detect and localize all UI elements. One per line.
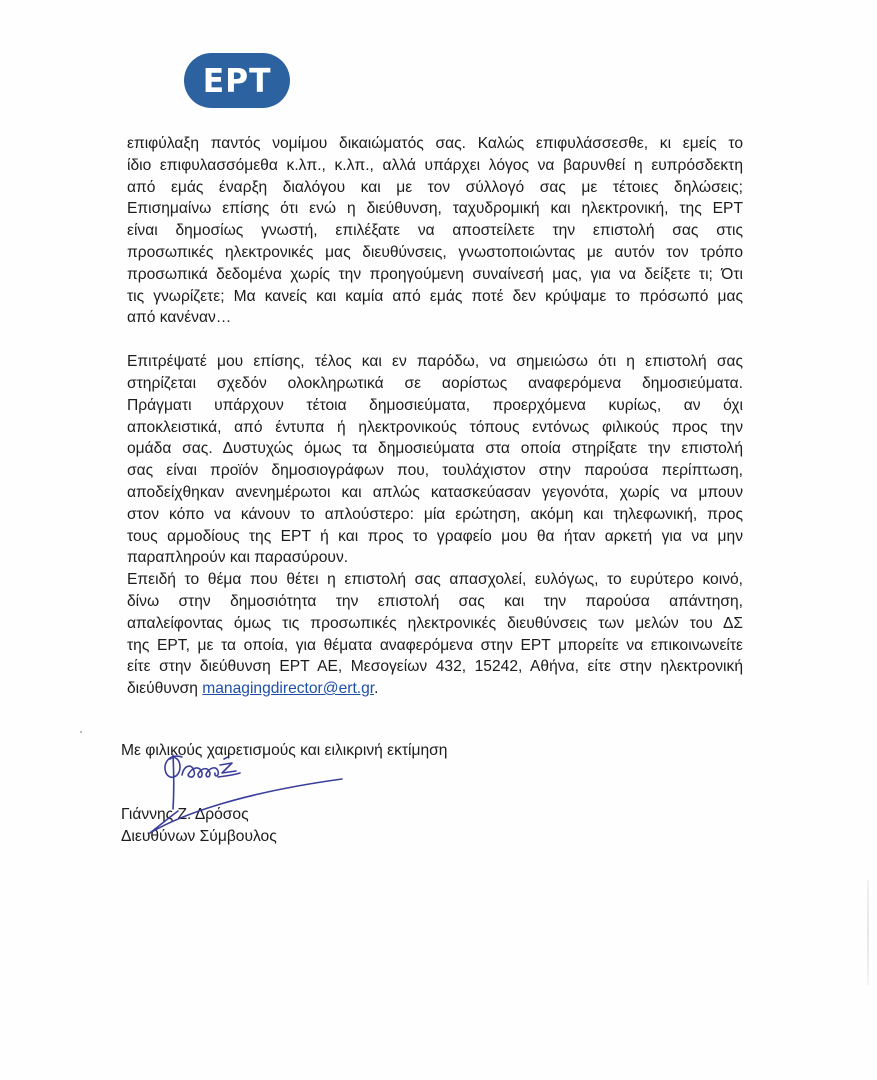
signer-name: Γιάννης Ζ. Δρόσος: [121, 806, 249, 823]
text-line: στον κόπο να κάνουν το απλούστερο: μία ερώτηση, ακόμη και τηλεφωνική, προς: [127, 505, 743, 523]
text-line: Επισημαίνω επίσης ότι ενώ η διεύθυνση, ταχυδρομική και ηλεκτρονική, της ΕΡΤ: [127, 200, 743, 218]
text-line: τους αρμοδίους της ΕΡΤ ή και προς το γραφείο μου θα ήταν αρκετή για να μην: [127, 527, 743, 545]
text-line: ομάδα σας. Δυστυχώς όμως τα δημοσιεύματα στα οποία στηρίξατε την επιστολή: [127, 440, 743, 458]
text-line: απαλείφοντας όμως τις προσωπικές ηλεκτρονικές διευθύνσεις των μελών του ΔΣ: [127, 614, 743, 632]
text-line: Επιτρέψατέ μου επίσης, τέλος και εν παρόδω, να σημειώσω ότι η επιστολή σας: [127, 353, 743, 371]
text-line: αποκλειστικά, από έντυπα ή ηλεκτρονικούς τόπους εντόνως φιλικούς προς την: [127, 418, 743, 436]
text-line: παραπληρούν και παρασύρουν.: [127, 549, 349, 567]
text-line: Πράγματι υπάρχουν τέτοια δημοσιεύματα, προερχόμενα κυρίως, αν όχι: [127, 396, 743, 414]
text-line: της ΕΡΤ, με τα οποία, για θέματα αναφερόμενα στην ΕΡΤ μπορείτε να επικοινωνείτε: [127, 636, 743, 654]
text-line: αποδείχθηκαν ανενημέρωτοι και απλώς κατασκεύασαν γεγονότα, χωρίς να μπουν: [127, 483, 743, 501]
email-prefix: διεύθυνση: [127, 680, 203, 698]
paragraph-2: [127, 351, 743, 569]
text-line: επιφύλαξη παντός νομίμου δικαιώματός σας. Καλώς επιφυλάσσεσθε, κι εμείς το: [127, 135, 743, 152]
paragraph-3: [127, 569, 743, 700]
closing-salutation: Με φιλικούς χαιρετισμούς και ειλικρινή εκτίμηση: [121, 742, 448, 759]
scan-artifact: [80, 731, 82, 733]
text-line: είναι δημοσίως γνωστή, επιλέξατε να αποστείλετε την επιστολή σας στις: [127, 222, 743, 240]
text-line: τις γνωρίζετε; Μα κανείς και καμία από εμάς ποτέ δεν κρύψαμε το πρόσωπό μας: [127, 287, 743, 305]
text-line: από εμάς έναρξη διαλόγου και με τον σύλλογό σας με τέτοιες δηλώσεις;: [127, 178, 743, 196]
scan-edge-artifact: [867, 880, 869, 985]
text-line: στηρίζεται σχεδόν ολοκληρωτικά σε αορίστως αναφερόμενα δημοσιεύματα.: [127, 374, 743, 392]
text-line: δίνω στην δημοσιότητα την επιστολή σας και την παρούσα απάντηση,: [127, 592, 743, 610]
email-suffix: .: [374, 680, 379, 698]
email-link[interactable]: managingdirector@ert.gr: [202, 680, 375, 698]
paragraph-spacer: [127, 329, 743, 351]
letter-body: [127, 133, 743, 700]
logo-text: ΕΡΤ: [202, 61, 272, 100]
text-line: ίδιο επιφυλασσόμεθα κ.λπ., κ.λπ., αλλά υπάρχει λόγος να βαρυνθεί η ευπρόσδεκτη: [127, 156, 743, 174]
signer-title: Διευθύνων Σύμβουλος: [121, 828, 277, 845]
text-line: σας είναι προϊόν δημοσιογράφων που, τουλάχιστον στην παρούσα περίπτωση,: [127, 462, 743, 480]
ert-logo-icon: [184, 53, 290, 108]
text-line: από κανέναν…: [127, 309, 232, 327]
text-line: προσωπικά δεδομένα χωρίς την προηγούμενη συναίνεσή μας, για να δείξετε τι; Ότι: [127, 265, 743, 283]
handwritten-signature-icon: [110, 745, 360, 835]
text-line: προσωπικές ηλεκτρονικές μας διευθύνσεις, γνωστοποιώντας με αυτόν τον τρόπο: [127, 243, 743, 261]
text-line: είτε στην διεύθυνση ΕΡΤ ΑΕ, Μεσογείων 432, 15242, Αθήνα, είτε στην ηλεκτρονική: [127, 658, 743, 676]
text-line: Επειδή το θέμα που θέτει η επιστολή σας απασχολεί, ευλόγως, το ευρύτερο κοινό,: [127, 571, 743, 589]
paragraph-1: [127, 133, 743, 329]
text-line-with-email: [127, 678, 743, 700]
